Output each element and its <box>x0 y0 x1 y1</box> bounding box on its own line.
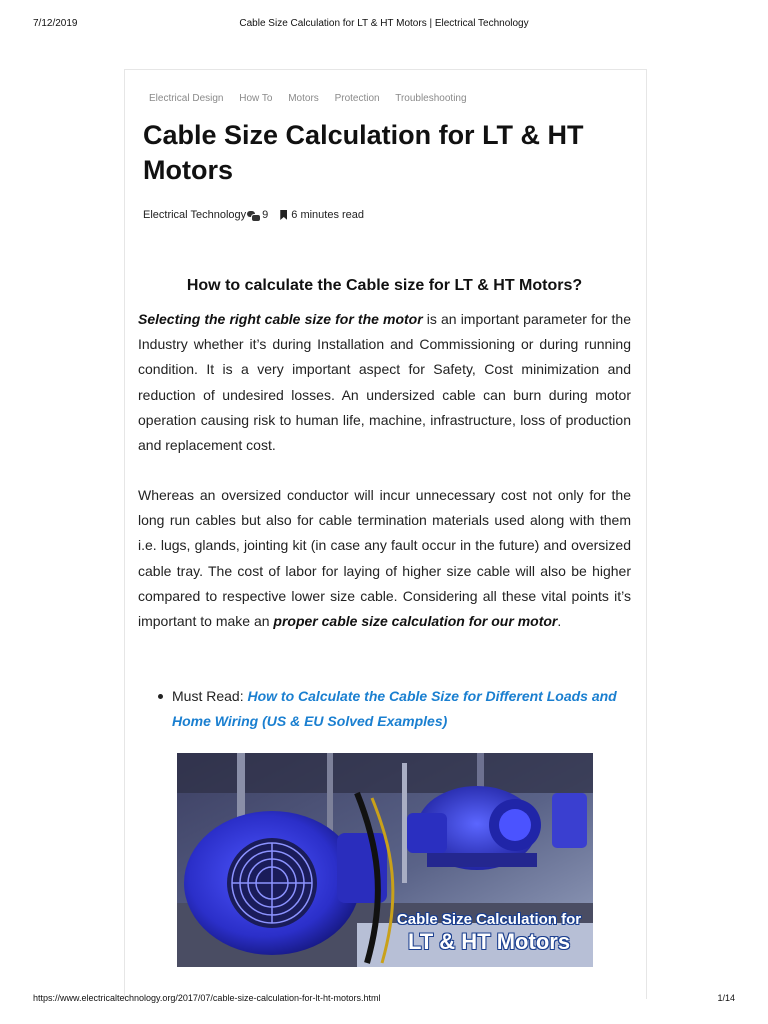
image-caption <box>389 911 589 955</box>
second-end: . <box>557 613 562 630</box>
comment-icon <box>247 211 259 220</box>
category-link-motors[interactable]: Motors <box>288 93 319 104</box>
must-read-link[interactable]: How to Calculate the Cable Size for Different Loads and Home Wiring (US & EU Solved Examples) <box>172 688 617 729</box>
second-paragraph <box>138 483 631 634</box>
intro-paragraph <box>138 307 631 458</box>
category-links <box>149 93 480 104</box>
featured-image <box>177 753 593 967</box>
category-link-troubleshooting[interactable]: Troubleshooting <box>395 93 467 104</box>
image-caption-line2: LT & HT Motors <box>407 929 571 954</box>
intro-text: is an important parameter for the Industry whether it’s during Installation and Commissioning or during running condition. It is a very important aspect for Safety, Cost minimization and reduction of undesired losses. An undersized cable can burn during motor operation causing risk to human life, machine, infrastructure, loss of production and replacement cost. <box>138 311 631 454</box>
article-title: Cable Size Calculation for LT & HT Motors <box>143 120 584 185</box>
category-link-how-to[interactable]: How To <box>239 93 273 104</box>
page-url: https://www.electricaltechnology.org/2017/07/cable-size-calculation-for-lt-ht-motors.html <box>33 993 381 1003</box>
comment-count[interactable]: 9 <box>262 209 269 221</box>
author-link[interactable]: Electrical Technology <box>143 209 247 221</box>
must-read-label: Must Read: <box>172 688 248 704</box>
image-caption-line1: Cable Size Calculation for <box>396 911 582 928</box>
section-heading: How to calculate the Cable size for LT & HT Motors? <box>186 277 583 294</box>
print-header <box>33 18 735 32</box>
article-meta <box>143 209 364 221</box>
bookmark-icon <box>280 210 287 220</box>
read-time: 6 minutes read <box>291 209 365 221</box>
second-emphasis: proper cable size calculation for our motor <box>273 613 558 630</box>
bullet-icon <box>158 694 163 699</box>
print-date: 7/12/2019 <box>33 18 78 29</box>
second-text: Whereas an oversized conductor will incur unnecessary cost not only for the long run cables but also for cable termination materials used along with them i.e. lugs, glands, jointing kit (in case any fault occur in the future) and oversized cable tray. The cost of labor for laying of higher size cable will also be higher compared to respective lower size cable. Considering all these vital points it’s important to make an <box>138 487 631 630</box>
category-link-electrical-design[interactable]: Electrical Design <box>149 93 224 104</box>
print-title: Cable Size Calculation for LT & HT Motors | Electrical Technology <box>239 18 529 29</box>
must-read-item <box>155 684 625 734</box>
page-number: 1/14 <box>717 993 735 1003</box>
category-link-protection[interactable]: Protection <box>334 93 380 104</box>
intro-emphasis: Selecting the right cable size for the motor <box>138 311 423 327</box>
